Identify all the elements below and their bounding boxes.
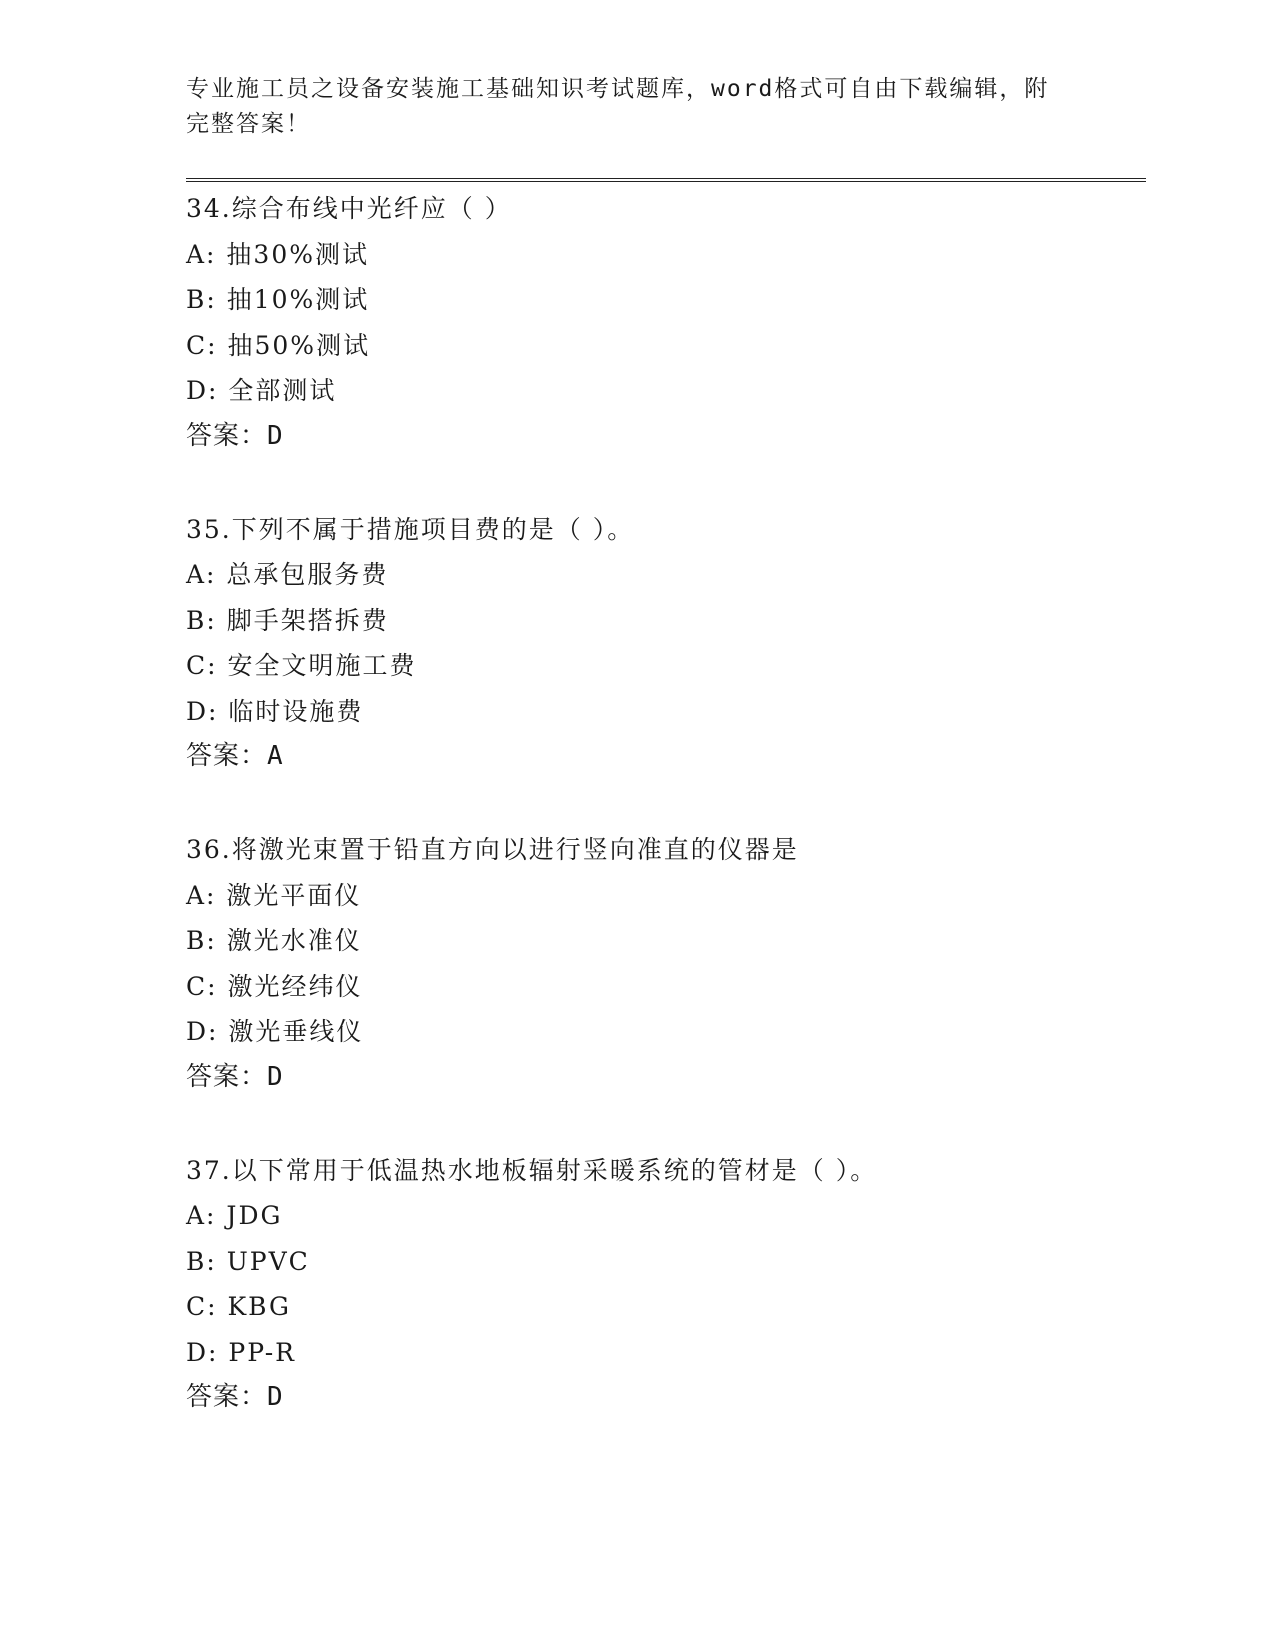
- question-title: 34.综合布线中光纤应（ ）: [186, 194, 512, 223]
- option-b: B: 脚手架搭拆费: [186, 605, 389, 635]
- question-35: [186, 507, 1146, 780]
- document-page: [186, 72, 1146, 1420]
- option-a: A: 激光平面仪: [186, 880, 362, 910]
- option-c: C: KBG: [186, 1292, 291, 1321]
- option-c: C: 安全文明施工费: [186, 651, 417, 680]
- option-b: B: 激光水准仪: [186, 926, 362, 955]
- answer-line: 答案：D: [186, 1061, 284, 1092]
- option-a: A: 抽30%测试: [186, 239, 369, 269]
- option-c: C: 激光经纬仪: [186, 971, 363, 1001]
- option-b: B: UPVC: [186, 1246, 310, 1276]
- option-d: D: 激光垂线仪: [186, 1017, 364, 1046]
- option-c: C: 抽50%测试: [186, 330, 371, 360]
- answer-line: 答案：D: [186, 1382, 284, 1412]
- question-title: 35.下列不属于措施项目费的是（ ）。: [186, 514, 635, 544]
- question-37: [186, 1148, 1146, 1421]
- option-b: B: 抽10%测试: [186, 285, 370, 314]
- option-a: A: 总承包服务费: [186, 560, 389, 589]
- answer-line: 答案：D: [186, 420, 284, 451]
- question-title: 36.将激光束置于铅直方向以进行竖向准直的仪器是: [186, 835, 799, 864]
- question-36: [186, 827, 1146, 1100]
- option-d: D: 临时设施费: [186, 696, 364, 726]
- question-34: [186, 186, 1146, 459]
- option-a: A: JDG: [186, 1201, 283, 1230]
- answer-line: 答案：A: [186, 741, 284, 771]
- question-title: 37.以下常用于低温热水地板辐射采暖系统的管材是（ ）。: [186, 1155, 878, 1185]
- option-d: D: PP-R: [186, 1337, 296, 1367]
- option-d: D: 全部测试: [186, 376, 337, 405]
- document-header: 专业施工员之设备安装施工基础知识考试题库，word格式可自由下载编辑，附完整答案！: [186, 76, 1050, 137]
